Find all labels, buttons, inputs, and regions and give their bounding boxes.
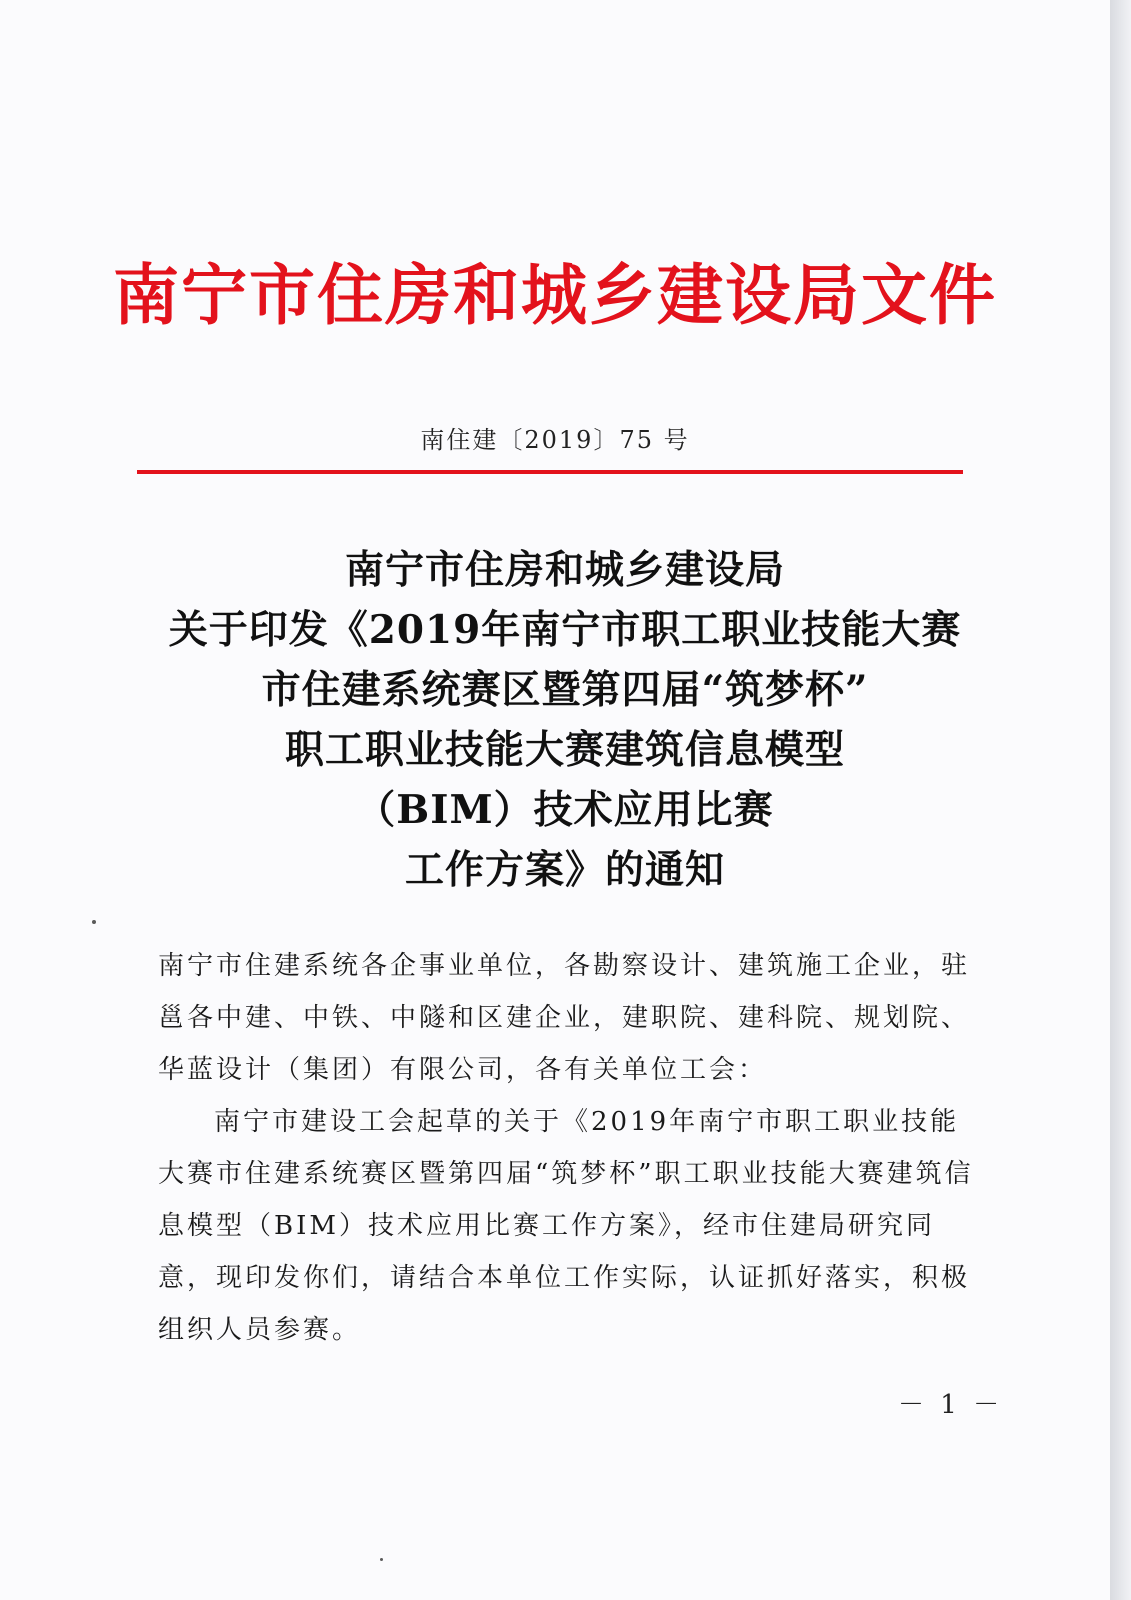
scan-speck bbox=[380, 1558, 383, 1561]
addressee-paragraph: 南宁市住建系统各企事业单位，各勘察设计、建筑施工企业，驻邕各中建、中铁、中隧和区建企业，建职院、建科院、规划院、华蓝设计（集团）有限公司，各有关单位工会： bbox=[158, 951, 971, 1085]
title-line-5: （BIM）技术应用比赛 bbox=[356, 787, 774, 833]
document-number: 南住建〔2019〕75 号 bbox=[420, 426, 690, 454]
title-line-1: 南宁市住房和城乡建设局 bbox=[344, 547, 785, 593]
page-number: － 1 － bbox=[898, 1390, 1004, 1420]
red-divider-line bbox=[137, 470, 963, 474]
title-line-6: 工作方案》的通知 bbox=[404, 847, 725, 893]
issuer-banner: 南宁市住房和城乡建设局文件 bbox=[113, 256, 997, 334]
title-line-2: 关于印发《2019年南宁市职工职业技能大赛 bbox=[168, 607, 962, 653]
body-paragraph: 南宁市建设工会起草的关于《2019年南宁市职工职业技能大赛市住建系统赛区暨第四届“筑梦杯”职工职业技能大赛建筑信息模型（BIM）技术应用比赛工作方案》，经市住建局研究同意，现印发你们，请结合本单位工作实际，认证抓好落实，积极组织人员参赛。 bbox=[158, 1107, 974, 1345]
notice-title bbox=[100, 540, 1030, 900]
title-line-4: 职工职业技能大赛建筑信息模型 bbox=[284, 727, 845, 773]
scan-page-edge bbox=[1110, 0, 1131, 1600]
title-line-3: 市住建系统赛区暨第四届“筑梦杯” bbox=[261, 667, 869, 713]
scan-speck bbox=[92, 920, 96, 924]
